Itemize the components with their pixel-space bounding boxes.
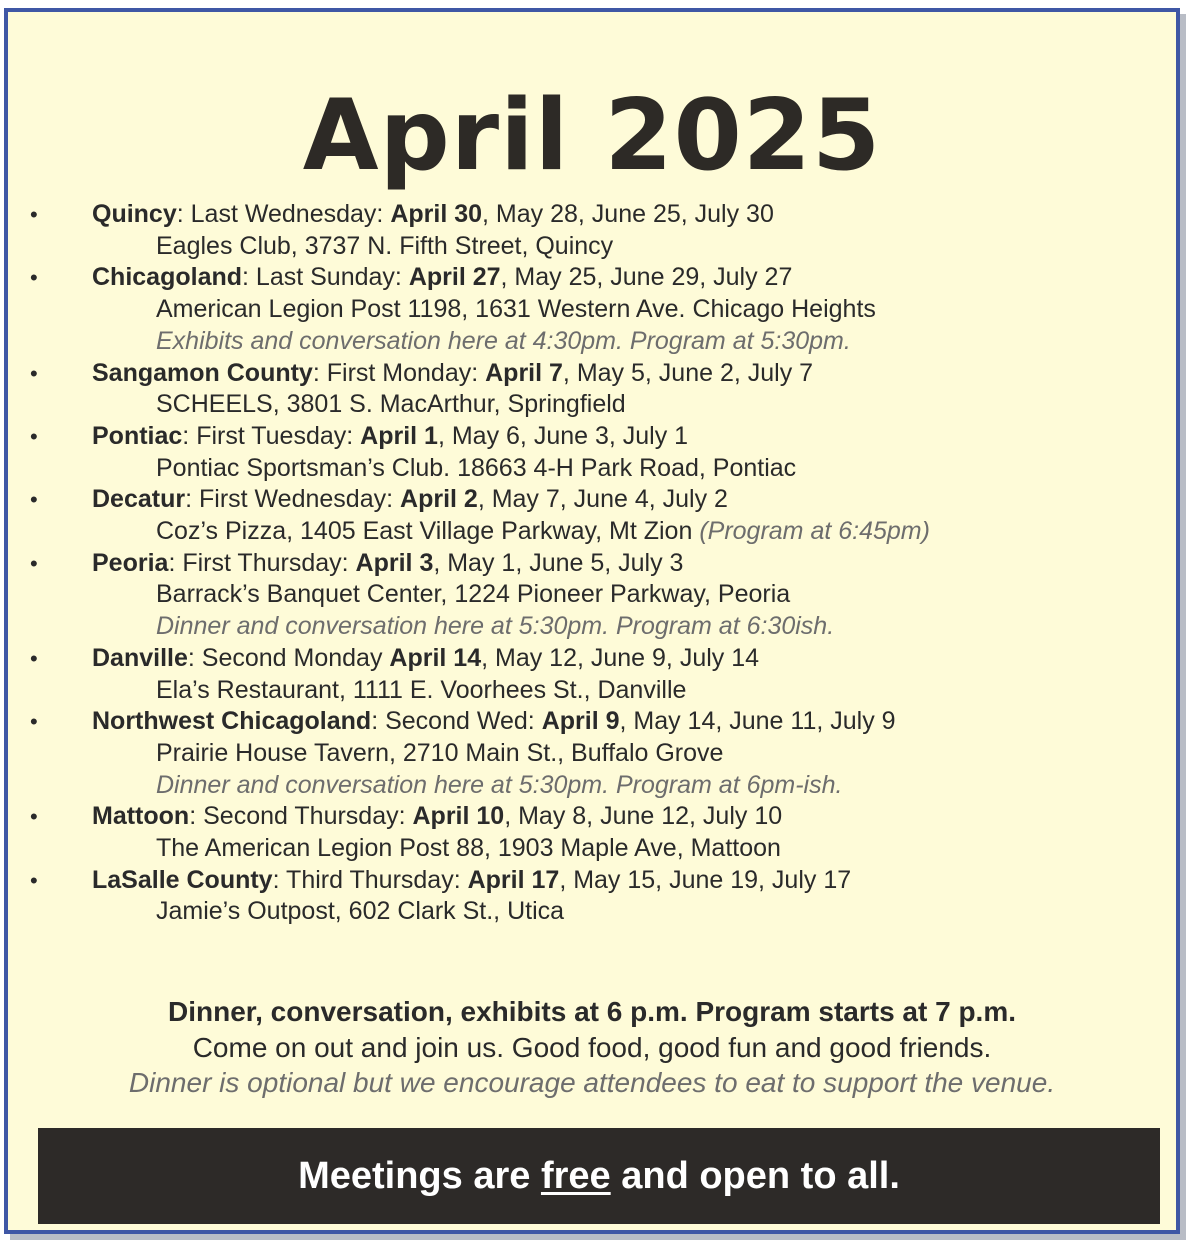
meeting-rule: Last Sunday:	[255, 263, 409, 292]
bullet-icon: •	[30, 423, 38, 449]
next-meeting-date: April 9	[541, 707, 620, 736]
flyer	[4, 8, 1180, 1234]
meeting-item	[8, 643, 1176, 706]
chapter-name: Peoria	[92, 548, 169, 577]
chapter-name: Pontiac	[92, 421, 183, 450]
meeting-schedule	[92, 548, 1176, 580]
meeting-rule: Last Wednesday:	[190, 200, 391, 228]
meeting-location	[92, 738, 1176, 770]
banner-text-end: and open to all.	[610, 1155, 900, 1197]
meeting-rule: Third Thursday:	[286, 865, 468, 894]
future-dates: , May 28, June 25, July 30	[482, 200, 774, 228]
meeting-item	[8, 706, 1176, 801]
venue-address: Barrack’s Banquet Center, 1224 Pioneer Parkway, Peoria	[156, 580, 791, 609]
meeting-location	[92, 579, 1176, 611]
venue-address: SCHEELS, 3801 S. MacArthur, Springfield	[156, 390, 626, 419]
meeting-location	[92, 833, 1176, 865]
meeting-rule: First Monday:	[326, 358, 486, 387]
meeting-item	[8, 548, 1176, 643]
free-banner	[38, 1128, 1160, 1224]
meeting-schedule	[92, 865, 1176, 897]
bullet-icon: •	[30, 645, 38, 671]
meeting-rule: Second Wed:	[385, 707, 542, 736]
bullet-icon: •	[30, 867, 38, 893]
future-dates: , May 5, June 2, July 7	[562, 358, 814, 387]
bullet-icon: •	[30, 202, 38, 227]
footer-note: Dinner is optional but we encourage attendees to eat to support the venue.	[128, 1067, 1056, 1098]
meeting-location	[92, 231, 1176, 263]
meeting-location	[92, 453, 1176, 485]
meeting-item	[8, 262, 1176, 357]
bullet-icon: •	[30, 360, 38, 386]
meeting-schedule	[92, 484, 1176, 516]
bullet-icon: •	[30, 709, 38, 735]
next-meeting-date: April 10	[412, 802, 505, 831]
chapter-name: Danville	[92, 643, 188, 672]
next-meeting-date: April 7	[485, 358, 563, 387]
separator: :	[242, 263, 256, 292]
venue-note: (Program at 6:45pm)	[699, 517, 930, 546]
separator: :	[312, 358, 327, 387]
next-meeting-date: April 3	[355, 548, 434, 577]
meeting-schedule	[92, 801, 1176, 833]
meeting-item	[8, 865, 1176, 928]
chapter-name: Quincy	[92, 200, 177, 228]
bullet-icon: •	[30, 804, 38, 830]
future-dates: , May 7, June 4, July 2	[477, 485, 728, 514]
page-title: April 2025	[302, 79, 882, 193]
separator: :	[182, 421, 197, 450]
meeting-note: Dinner and conversation here at 5:30pm. Program at 6:30ish.	[156, 612, 835, 641]
bullet-icon: •	[30, 487, 38, 513]
meeting-schedule	[92, 643, 1176, 675]
separator: :	[176, 200, 191, 228]
venue-address: American Legion Post 1198, 1631 Western Ave. Chicago Heights	[156, 295, 876, 324]
future-dates: , May 25, June 29, July 27	[500, 263, 793, 292]
banner-free-word: free	[540, 1155, 611, 1197]
next-meeting-date: April 1	[360, 421, 438, 450]
meeting-location	[92, 516, 1176, 548]
chapter-name: Mattoon	[92, 802, 190, 831]
meeting-item	[8, 421, 1176, 484]
separator: :	[168, 548, 183, 577]
meeting-item	[8, 484, 1176, 547]
venue-address: Ela’s Restaurant, 1111 E. Voorhees St., Danville	[156, 675, 687, 704]
separator: :	[371, 707, 386, 736]
meeting-location	[92, 675, 1176, 707]
bullet-icon: •	[30, 550, 38, 576]
meeting-schedule	[92, 421, 1176, 453]
meeting-note: Dinner and conversation here at 5:30pm. Program at 6pm-ish.	[156, 770, 843, 799]
next-meeting-date: April 17	[467, 865, 560, 894]
footer-info	[8, 994, 1176, 1100]
next-meeting-date: April 14	[389, 643, 482, 672]
meeting-rule: First Thursday:	[182, 548, 356, 577]
meeting-item	[8, 801, 1176, 864]
next-meeting-date: April 30	[390, 200, 483, 228]
next-meeting-date: April 27	[408, 263, 501, 292]
meeting-schedule	[92, 199, 1176, 231]
venue-address: Jamie’s Outpost, 602 Clark St., Utica	[156, 897, 565, 926]
future-dates: , May 6, June 3, July 1	[437, 421, 689, 450]
separator: :	[185, 485, 199, 514]
meeting-item	[8, 358, 1176, 421]
meeting-rule: Second Monday	[201, 643, 390, 672]
chapter-name: LaSalle County	[92, 865, 273, 894]
meeting-rule: First Tuesday:	[196, 421, 361, 450]
meeting-location	[92, 294, 1176, 326]
bullet-icon: •	[30, 265, 38, 291]
meeting-schedule	[92, 262, 1176, 294]
banner-text-start: Meetings are	[298, 1155, 541, 1197]
separator: :	[189, 802, 204, 831]
footer-schedule: Dinner, conversation, exhibits at 6 p.m. Program starts at 7 p.m.	[167, 996, 1017, 1027]
future-dates: , May 15, June 19, July 17	[559, 865, 852, 894]
meeting-location	[92, 896, 1176, 928]
meeting-rule: First Wednesday:	[199, 485, 401, 514]
meeting-location	[92, 389, 1176, 421]
meeting-rule: Second Thursday:	[203, 802, 413, 831]
future-dates: , May 14, June 11, July 9	[619, 707, 896, 736]
venue-address: Eagles Club, 3737 N. Fifth Street, Quincy	[156, 231, 614, 260]
next-meeting-date: April 2	[400, 485, 478, 514]
venue-address: Prairie House Tavern, 2710 Main St., Buffalo Grove	[156, 738, 724, 767]
meeting-list	[8, 199, 1176, 928]
future-dates: , May 8, June 12, July 10	[504, 802, 783, 831]
meeting-note: Exhibits and conversation here at 4:30pm. Program at 5:30pm.	[156, 326, 851, 355]
venue-address: Pontiac Sportsman’s Club. 18663 4-H Park Road, Pontiac	[156, 453, 797, 482]
chapter-name: Decatur	[92, 485, 186, 514]
meeting-schedule	[92, 706, 1176, 738]
venue-address: Coz’s Pizza, 1405 East Village Parkway, Mt Zion	[156, 517, 700, 546]
venue-address: The American Legion Post 88, 1903 Maple Ave, Mattoon	[156, 834, 781, 863]
future-dates: , May 12, June 9, July 14	[481, 643, 760, 672]
meeting-item	[8, 199, 1176, 262]
chapter-name: Chicagoland	[92, 263, 243, 292]
chapter-name: Sangamon County	[92, 358, 313, 387]
chapter-name: Northwest Chicagoland	[92, 707, 372, 736]
footer-invite: Come on out and join us. Good food, good fun and good friends.	[192, 1032, 992, 1063]
meeting-schedule	[92, 358, 1176, 390]
separator: :	[272, 865, 287, 894]
future-dates: , May 1, June 5, July 3	[433, 548, 684, 577]
separator: :	[187, 643, 202, 672]
